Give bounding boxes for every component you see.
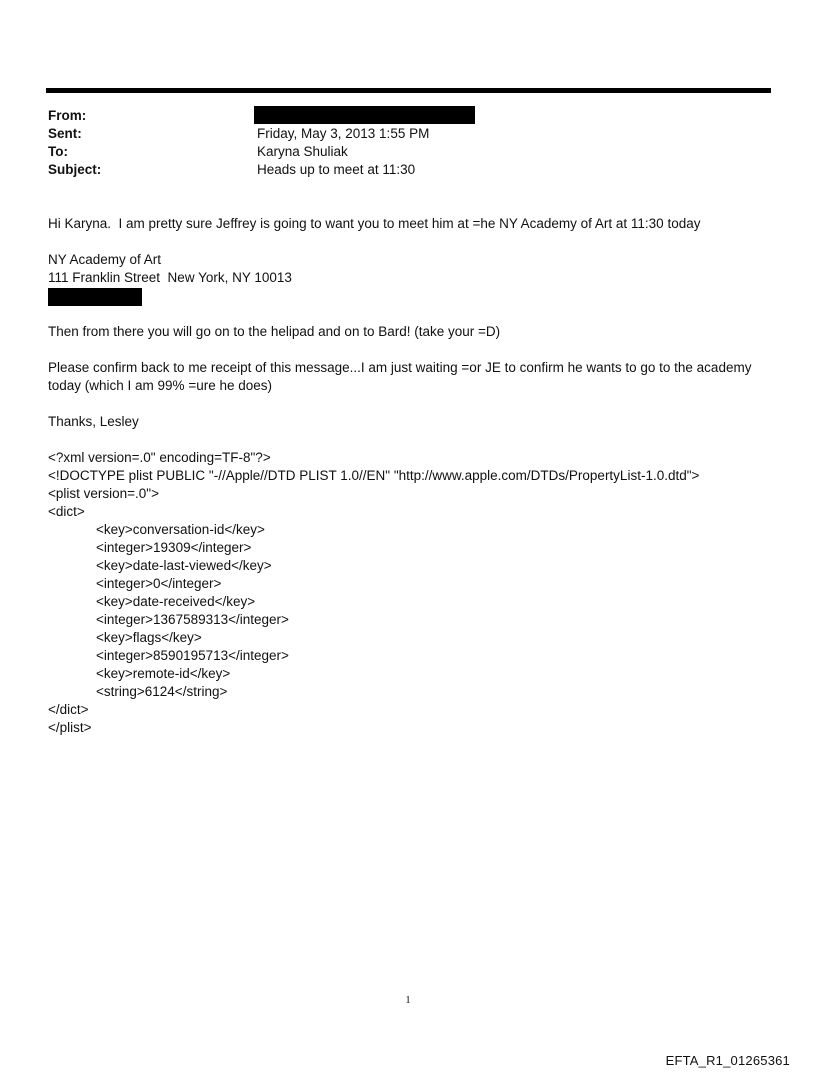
address-redaction-box — [48, 288, 142, 306]
from-redaction-box — [254, 106, 475, 124]
subject-label: Subject: — [48, 162, 102, 177]
to-value: Karyna Shuliak — [257, 144, 348, 159]
xml-value-line: <integer>19309</integer> — [96, 540, 252, 555]
bates-number: EFTA_R1_01265361 — [665, 1053, 790, 1068]
xml-doctype-line: <!DOCTYPE plist PUBLIC "-//Apple//DTD PLIST 1.0//EN" "http://www.apple.com/DTDs/PropertyList-1.0.dtd"> — [48, 468, 700, 483]
sent-label: Sent: — [48, 126, 82, 141]
xml-dict-close-line: </dict> — [48, 702, 89, 717]
subject-value: Heads up to meet at 11:30 — [257, 162, 416, 177]
xml-plist-close-line: </plist> — [48, 720, 92, 735]
xml-value-line: <integer>0</integer> — [96, 576, 222, 591]
xml-value-line: <string>6124</string> — [96, 684, 228, 699]
xml-declaration-line: <?xml version=.0" encoding=TF-8"?> — [48, 450, 271, 465]
from-label: From: — [48, 108, 87, 123]
address-street: 111 Franklin Street New York, NY 10013 — [48, 270, 292, 285]
xml-value-line: <integer>1367589313</integer> — [96, 612, 289, 627]
xml-dict-open-line: <dict> — [48, 504, 85, 519]
xml-value-line: <integer>8590195713</integer> — [96, 648, 289, 663]
address-name: NY Academy of Art — [48, 252, 162, 267]
xml-key-line: <key>date-received</key> — [96, 594, 256, 609]
xml-key-line: <key>flags</key> — [96, 630, 202, 645]
sent-value: Friday, May 3, 2013 1:55 PM — [257, 126, 430, 141]
helipad-line: Then from there you will go on to the helipad and on to Bard! (take your =D) — [48, 324, 501, 339]
confirm-line-2: today (which I am 99% =ure he does) — [48, 378, 272, 393]
greeting-line: Hi Karyna. I am pretty sure Jeffrey is going to want you to meet him at =he NY Academy of Art at 11:30 today — [48, 216, 701, 231]
header-divider-rule — [46, 88, 771, 93]
to-label: To: — [48, 144, 68, 159]
signoff-line: Thanks, Lesley — [48, 414, 139, 429]
confirm-line-1: Please confirm back to me receipt of this message...I am just waiting =or JE to confirm he wants to go to the academy — [48, 360, 752, 375]
xml-key-line: <key>date-last-viewed</key> — [96, 558, 272, 573]
xml-plist-open-line: <plist version=.0"> — [48, 486, 159, 501]
xml-key-line: <key>remote-id</key> — [96, 666, 231, 681]
page-number: 1 — [405, 994, 411, 1006]
xml-key-line: <key>conversation-id</key> — [96, 522, 265, 537]
